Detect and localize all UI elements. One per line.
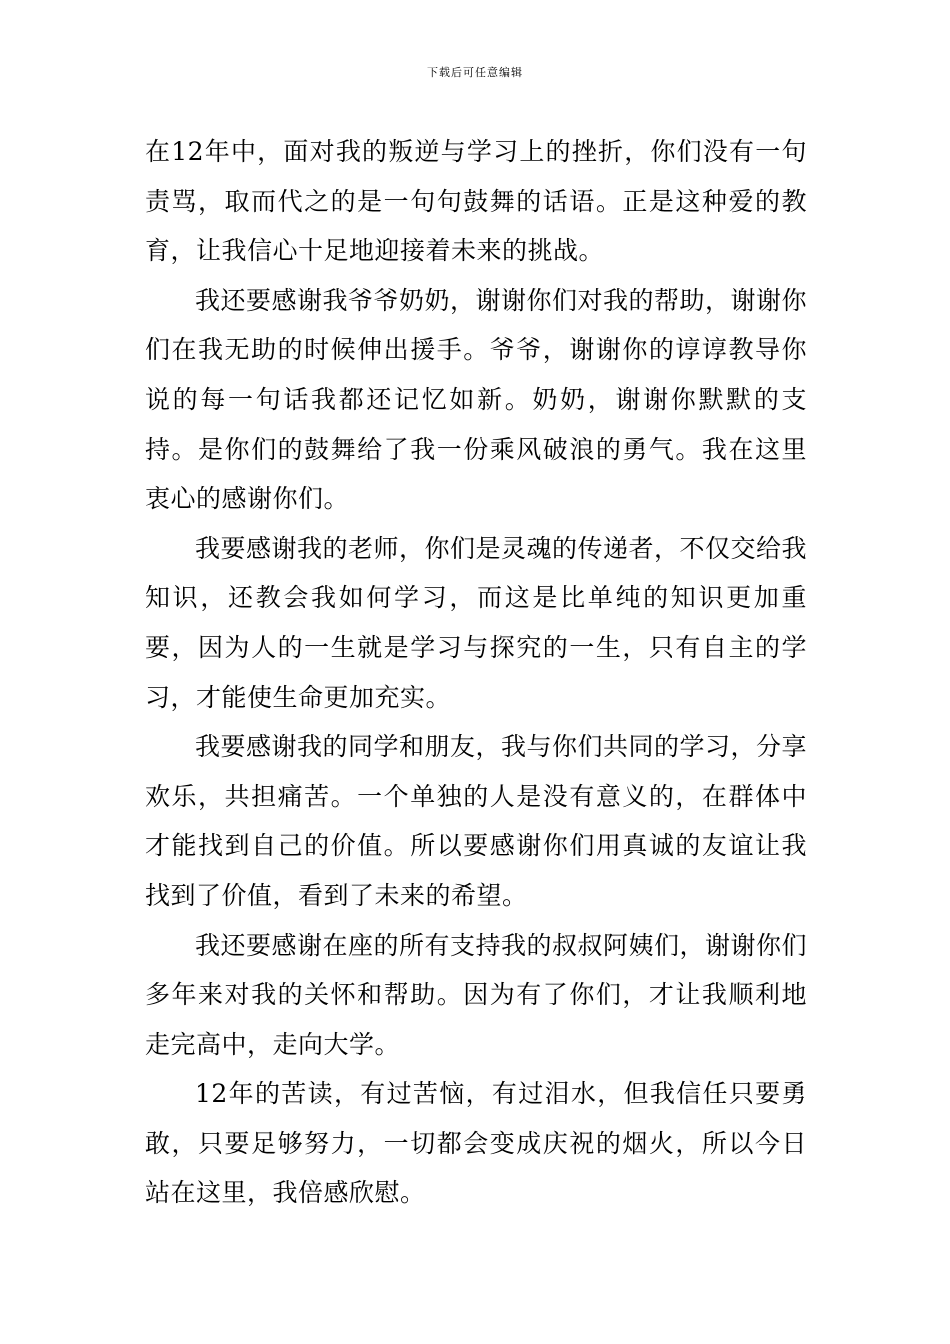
header-note: 下载后可任意编辑 bbox=[427, 66, 523, 79]
paragraph-3: 我要感谢我的老师，你们是灵魂的传递者，不仅交给我知识，还教会我如何学习，而这是比单纯的知识更加重要，因为人的一生就是学习与探究的一生，只有自主的学习，才能使生命更加充实。 bbox=[145, 533, 808, 712]
paragraph-4: 我要感谢我的同学和朋友，我与你们共同的学习，分享欢乐，共担痛苦。一个单独的人是没有意义的，在群体中才能找到自己的价值。所以要感谢你们用真诚的友谊让我找到了价值，看到了未来的希望。 bbox=[145, 732, 808, 910]
paragraph-2: 我还要感谢我爷爷奶奶，谢谢你们对我的帮助，谢谢你们在我无助的时候伸出援手。爷爷，谢谢你的谆谆教导你说的每一句话我都还记忆如新。奶奶，谢谢你默默的支持。是你们的鼓舞给了我一份乘风破浪的勇气。我在这里衷心的感谢你们。 bbox=[145, 285, 808, 514]
paragraph-5: 我还要感谢在座的所有支持我的叔叔阿姨们，谢谢你们多年来对我的关怀和帮助。因为有了你们，才让我顺利地走完高中，走向大学。 bbox=[145, 930, 808, 1059]
document-body bbox=[145, 127, 807, 1218]
paragraph-6: 12年的苦读，有过苦恼，有过泪水，但我信任只要勇敢，只要足够努力，一切都会变成庆祝的烟火，所以今日站在这里，我倍感欣慰。 bbox=[145, 1079, 807, 1208]
paragraph-1: 在12年中，面对我的叛逆与学习上的挫折，你们没有一句责骂，取而代之的是一句句鼓舞的话语。正是这种爱的教育，让我信心十足地迎接着未来的挑战。 bbox=[145, 137, 807, 266]
